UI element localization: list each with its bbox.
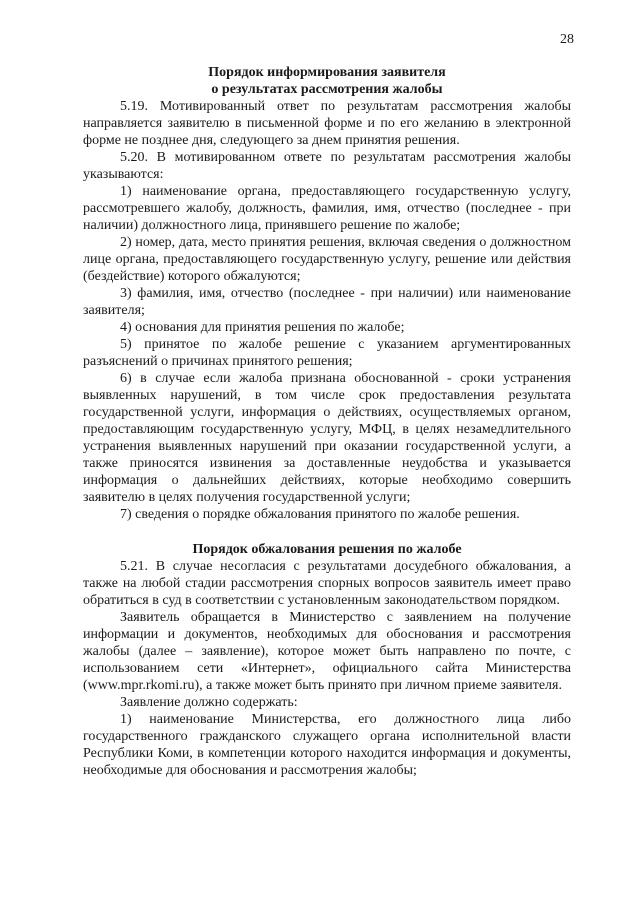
list-item-3: 3) фамилия, имя, отчество (последнее - при наличии) или наименование заявителя; — [83, 286, 571, 318]
page-number: 28 — [560, 32, 574, 47]
list-item-1: 1) наименование Министерства, его должностного лица либо государственного гражданского служащего органа исполнительной власти Республики Коми, в компетенции которого находится информация и документы, необходимые для обоснования и рассмотрения жалобы; — [83, 712, 571, 778]
section-title-line-1: Порядок информирования заявителя — [208, 65, 446, 80]
section-title: Порядок обжалования решения по жалобе — [192, 542, 462, 557]
list-item-6: 6) в случае если жалоба признана обоснованной - сроки устранения выявленных нарушений, в том числе срок предоставления результата государственной услуги, информация о действиях, осуществляемых органом, предоставляющим государственную услугу, МФЦ, в целях незамедлительного устранения выявленных нарушений при оказании государственной услуги, а также приносятся извинения за доставленные неудобства и указывается информация о дальнейших действиях, которые необходимо совершить заявителю в целях получения государственной услуги; — [83, 371, 571, 505]
document-body — [83, 64, 571, 779]
list-item-1: 1) наименование органа, предоставляющего государственную услугу, рассмотревшего жалобу, должность, фамилия, имя, отчество (последнее - при наличии) должностного лица, принявшего решение по жалобе; — [83, 184, 571, 233]
paragraph-application: Заявитель обращается в Министерство с заявлением на получение информации и документов, необходимых для обоснования и рассмотрения жалобы (далее – заявление), которое может быть направлено по почте, с использованием сети «Интернет», официального сайта Министерства (www.mpr.rkomi.ru), а также может быть принято при личном приеме заявителя. — [83, 610, 571, 693]
section-informing — [83, 64, 571, 523]
list-item-5: 5) принятое по жалобе решение с указанием аргументированных разъяснений о причинах принятого решения; — [83, 337, 571, 369]
paragraph-5-21: 5.21. В случае несогласия с результатами досудебного обжалования, а также на любой стадии рассмотрения спорных вопросов заявитель имеет право обратиться в суд в соответствии с установленным законодательством порядком. — [83, 559, 571, 608]
list-item-2: 2) номер, дата, место принятия решения, включая сведения о должностном лице органа, предоставляющего государственную услугу, решение или действия (бездействие) которого обжалуются; — [83, 235, 571, 284]
list-item-4: 4) основания для принятия решения по жалобе; — [120, 320, 405, 335]
paragraph-5-20: 5.20. В мотивированном ответе по результатам рассмотрения жалобы указываются: — [83, 150, 571, 182]
section-appeal — [83, 541, 571, 779]
paragraph-application-content: Заявление должно содержать: — [120, 695, 298, 710]
paragraph-5-19: 5.19. Мотивированный ответ по результатам рассмотрения жалобы направляется заявителю в письменной форме и по его желанию в электронной форме не позднее дня, следующего за днем принятия решения. — [83, 99, 571, 148]
section-title-line-2: о результатах рассмотрения жалобы — [211, 82, 443, 97]
list-item-7: 7) сведения о порядке обжалования принятого по жалобе решения. — [120, 507, 520, 522]
